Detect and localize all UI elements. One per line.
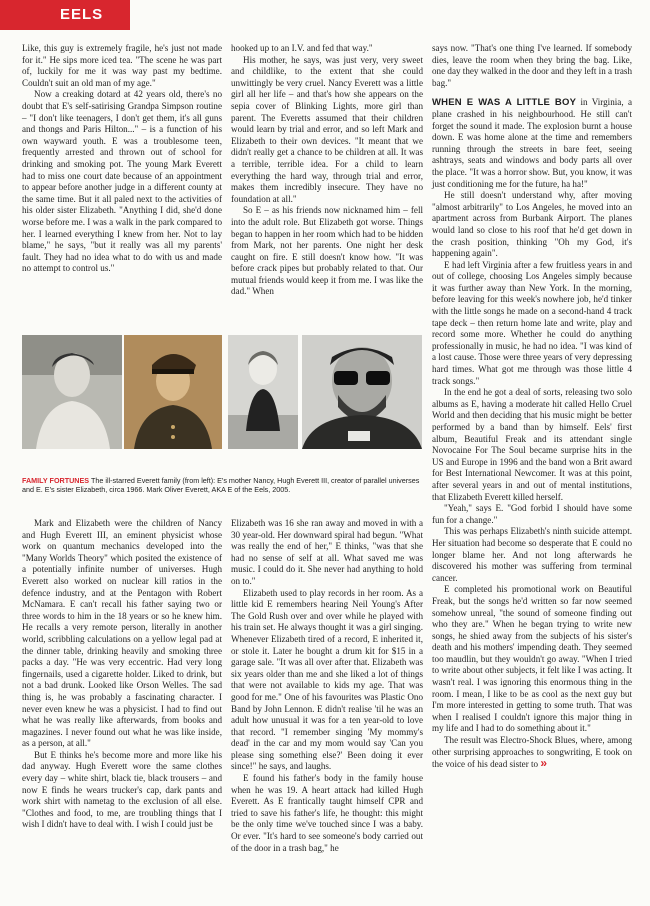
paragraph: "Yeah," says E. "God forbid I should have some fun for a change."	[432, 503, 632, 525]
paragraph: says now. "That's one thing I've learned. If somebody dies, leave the room when they bring the bag. Like, one day they walked in the door and they left in a trash bag."	[432, 43, 633, 88]
paragraph: E had left Virginia after a few fruitless years in and out of college, choosing Los Angeles simply because it was further away than New York. In the morning, before leaving for this week's nowhere job, he'd tinker with the little songs he made on a second-hand 4 track tape deck – then return home late and write, play and record some more. Whether he could do anything professionally in music, he had no idea. "I was kind of a lost cause. Those were three years of very depressing hard times. What got me through was those little 4 track songs."	[432, 259, 632, 386]
paragraph: Like, this guy is extremely fragile, he's just not made for it." He sips more iced tea. "The scene he was part of, luckily for me it was way past my bedtime. Couldn't suit an old man of my age."	[22, 43, 222, 88]
paragraph: This was perhaps Elizabeth's ninth suicide attempt. Her situation had become so desperate that E could no longer blame her. And not long afterwards he discovered his mother was suffering from terminal cancer.	[432, 526, 632, 583]
paragraph-text: The result was Electro-Shock Blues, where, among other surprising approaches to songwriting, E took on the voice of his dead sister to	[432, 735, 632, 770]
continue-arrow-icon: »	[540, 756, 548, 771]
column-2-bottom	[231, 518, 423, 854]
lead-continuation: in Virginia, a plane crashed in his neighbourhood. He still can't forget the sound it made. The explosion burnt a house down. E was home alone at the time and remembers running through the streets in bare feet, seeing ashtrays, seats and windows and body parts all over the place. "It was a horror show. But, you know, it was just conditioning me for the future, ha ha!"	[432, 97, 632, 189]
photo-elizabeth-everett	[228, 335, 298, 449]
paragraph: So E – as his friends now nicknamed him – fell into the adult role. But Elizabeth got worse. Things began to happen in her room which had to be hidden from Mark, not her parents. One night her desk caught on fire. E still doesn't know how. "It was before crack pipes but probably related to that. Our mutual friends would keep it from me. I was like the dad." When	[231, 205, 423, 297]
column-2-top	[231, 43, 423, 298]
caption-body: The ill-starred Everett family (from left): E's mother Nancy, Hugh Everett III, creator of parallel universes and E. E's sister Elizabeth, circa 1966. Mark Oliver Everett, AKA E of the Eels, 2005.	[22, 476, 420, 494]
column-1-top	[22, 43, 222, 275]
paragraph: His mother, he says, was just very, very sweet and childlike, to the extent that she could unwittingly be very cruel. Nancy Everett was a little girl all her life – and that's how she appears on the sepia cover of Blinking Lights, more girl than parent. The Everetts assumed that their children would learn by trial and error, and so left Mark and Elizabeth to their own devices. "It meant that we didn't really get a chance to be children at all. It was a terrible, terrible idea. For a child to learn everything the hard way, through trial and error, makes them incredibly insecure. They have no foundation at all."	[231, 54, 423, 204]
column-1-bottom	[22, 518, 222, 831]
paragraph: Now a creaking dotard at 42 years old, there's no doubt that E's self-satirising Grandpa Simpson routine – "I don't like teenagers, I don't get them, it's all guns and thongs and Paris Hilton..." – is a function of his own wayward youth. E was a troublesome teen, frequently arrested and thrown out of school for drinking and smoking pot. The young Mark Everett had to miss one court date because of an appointment to appear before another judge in a different county at the same time. But it all paled next to the activities of his older sister Elizabeth. "Anything I did, she'd done worse before me. I was a walk in the park compared to her. I learned everything I knew from her. Not to lay blame," he says, "but it really was all my parents' fault. They had no idea what to do with us and made no attempt to control us."	[22, 89, 222, 274]
paragraph: He still doesn't understand why, after moving "almost arbitrarily" to Los Angeles, he moved into an apartment across from Burbank Airport. The planes would land so close to his roof that he'd get down in the crash position, thinking "Oh my God, it's happening again".	[432, 190, 632, 259]
section-tab: EELS	[0, 0, 130, 30]
paragraph: hooked up to an I.V. and fed that way."	[231, 43, 373, 53]
paragraph: E found his father's body in the family house when he was 19. A heart attack had killed Hugh Everett. As E frantically taught himself CPR and tried to save his father's life, he thought: this might be the only time we've touched since I was a baby. Or ever. "It's hard to see someone's body carried out of the door in a trash bag," he	[231, 773, 423, 853]
paragraph: In the end he got a deal of sorts, releasing two solo albums as E, having a moderate hit called Hello Cruel World and then deciding that his music might be better performed by a band than by himself. Eels' first album, Beautiful Freak and its attendant single Novocaine For The Soul became surprise hits in the US and Europe in 1996 and the band won a Brit award for Best International Newcomer. It was at this point, after several years in and out of mental institutions, that Elizabeth Everett killed herself.	[432, 387, 632, 502]
section-lead: WHEN E WAS A LITTLE BOY	[432, 97, 577, 109]
photo-hugh-everett	[124, 335, 222, 449]
paragraph: Elizabeth used to play records in her room. As a little kid E remembers hearing Neil Young's After The Gold Rush over and over while he played with his train set. He always thought it was a girl singing. Whenever Elizabeth tired of a record, E inherited it, or stole it. Later he bought a drum kit for $15 in a garage sale. "It was all over after that. Elizabeth was six years older than me and she liked a lot of things that were not available to kids my age. That was good for me." One of his favourites was Plastic Ono Band by John Lennon. E didn't realise 'til he was an adult how unusual it was for a ten year-old to love that record. "I remember singing 'My mommy's dead' in the car and my mom would say 'Can you please sing something else?' Been doing it ever since!" he says, and laughs.	[231, 587, 423, 772]
photo-mark-oliver-everett	[302, 335, 422, 449]
paragraph	[432, 735, 632, 771]
paragraph: But E thinks he's become more and more like his dad anyway. Hugh Everett wore the same clothes every day – white shirt, black tie, black trousers – and now E finds he wears trucker's cap, dark pants and work shirt with nametag to the exclusion of all else. "Clothes and food, to me, are troubling things that I wish I didn't have to deal with. I wish I could just be	[22, 749, 222, 830]
paragraph: Elizabeth was 16 she ran away and moved in with a 30 year-old. Her downward spiral had begun. "What was really the end of her," E thinks, "was that she had no sense of self at all. What saved me was music. I could do it. She never had anything to hold on to."	[231, 518, 423, 586]
photo-nancy-everett	[22, 335, 122, 449]
photo-caption	[22, 476, 422, 494]
section-lead-paragraph	[432, 97, 632, 190]
column-3	[432, 43, 632, 771]
caption-lead: FAMILY FORTUNES	[22, 476, 90, 485]
family-photo-strip	[22, 335, 422, 485]
paragraph: Mark and Elizabeth were the children of Nancy and Hugh Everett III, an eminent physicist whose work on quantum mechanics developed into the "Many Worlds Theory" which posited the existence of a potentially infinite number of universes. Hugh Everett also worked on nuclear kill ratios in the defence industry, and at the Pentagon with Robert McNamara. E can't recall his father saying two or three words to him in the 18 years or so he knew him. He recalls a very remote person, literally in another world, scribbling calculations on a yellow legal pad at the dinner table, drinking heavily and smoking three packs a day. "He was very eccentric. Had very long fingernails, used a cigarette holder. Liked to drink, but not a bad drunk. Looked like Orson Welles. The sad thing is, he was probably a fascinating character. I never even knew he was a physicist. I had to find out what he was really like afterwards, from books and magazines. I never found out what he was like inside, as a person, at all."	[22, 518, 222, 749]
paragraph: E completed his promotional work on Beautiful Freak, but the songs he'd written so far now seemed somehow unreal, "the sound of someone finding out who they are." When he began trying to write new songs, he shied away from the subjects of his sister's death and his mothers' impending death. They seemed too maudlin, but they wouldn't go away. "When I tried to write about other subjects, it felt like I was acting. It wasn't real. I was ignoring this enormous thing in the room. I mean, I like to be as cool as the next guy but I'm more interested in getting to some truth. That was when I realised I couldn't ignore this major thing in my life and I had to do something about it."	[432, 584, 632, 734]
